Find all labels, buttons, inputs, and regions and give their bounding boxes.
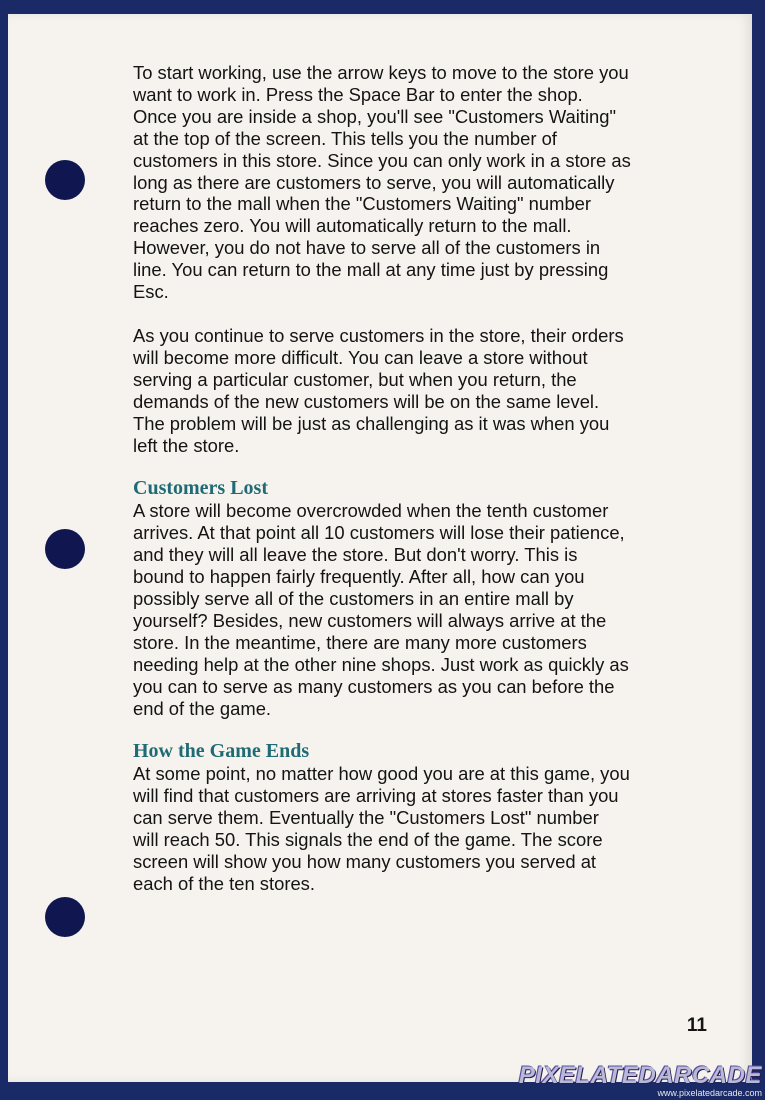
page-number: 11 bbox=[686, 1015, 707, 1036]
binder-hole bbox=[45, 897, 85, 937]
intro-paragraph: As you continue to serve customers in the store, their orders will become more difficult. You can leave a store without serving a particular customer, but when you return, the demands of the new customers will be on the same level. The problem will be just as challenging as it was when you left the store. bbox=[133, 324, 624, 456]
watermark-logo: PIXELATEDARCADE bbox=[518, 1062, 762, 1089]
page-content bbox=[133, 62, 713, 895]
binder-hole bbox=[45, 529, 85, 569]
section-heading-game-ends: How the Game Ends bbox=[133, 740, 310, 763]
binder-hole bbox=[45, 160, 85, 200]
section-heading-customers-lost: Customers Lost bbox=[133, 477, 268, 500]
watermark bbox=[519, 1064, 762, 1098]
intro-paragraph: To start working, use the arrow keys to move to the store you want to work in. Press the Space Bar to enter the shop. Once you are inside a shop, you'll see "Customers Waiting" at the top of the screen. This tells you the number of customers in this store. Since you can only work in a store as long as there are customers to serve, you will automatically return to the mall when the "Customers Waiting" number reaches zero. You will automatically return to the mall. However, you do not have to serve all of the customers in line. You can return to the mall at any time just by pressing Esc. bbox=[133, 62, 631, 303]
watermark-url: www.pixelatedarcade.com bbox=[657, 1088, 762, 1098]
section-body-customers-lost: A store will become overcrowded when the tenth customer arrives. At that point all 10 customers will lose their patience, and they will all leave the store. But don't worry. This is bound to happen fairly frequently. After all, how can you possibly serve all of the customers in an entire mall by yourself? Besides, new customers will always arrive at the store. In the meantime, there are many more customers needing help at the other nine shops. Just work as quickly as you can to serve as many customers as you can before the end of the game. bbox=[133, 500, 629, 719]
section-body-game-ends: At some point, no matter how good you are at this game, you will find that customers are arriving at stores faster than you can serve them. Eventually the "Customers Lost" number will reach 50. This signals the end of the game. The score screen will show you how many customers you served at each of the ten stores. bbox=[133, 763, 630, 894]
